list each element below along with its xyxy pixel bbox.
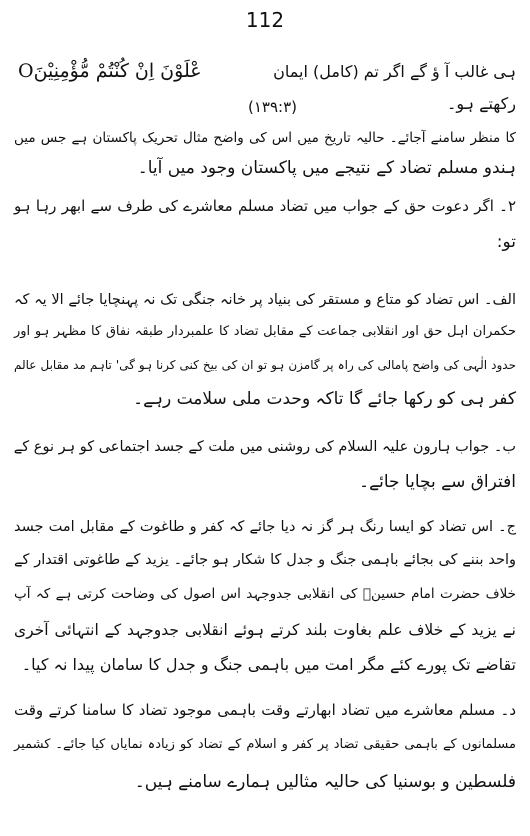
text-line: ہندو مسلم تضاد کے نتیجے میں پاکستان وجود میں آیا۔ [137, 158, 516, 178]
text-line: الف۔ اس تضاد کو متاع و مستقر کی بنیاد پر خانہ جنگی تک نہ پہنچایا جائے الا یہ کہ [14, 292, 516, 308]
text-line: واحد بننے کی بجائے باہمی جنگ و جدل کا شکار ہو جائے۔ یزید کے طاغوتی اقتدار کے [14, 552, 516, 568]
page-number: 112 [245, 8, 285, 32]
text-line: تو: [496, 232, 516, 252]
text-line: کا منظر سامنے آجائے۔ حالیہ تاریخ میں اس کی واضح مثال تحریک پاکستان ہے جس میں [14, 130, 516, 146]
text-line: مسلمانوں کے باہمی حقیقی تضاد پر کفر و اسلام کے تضاد کو زیادہ نمایاں کیا جائے۔ کشمیر [14, 737, 516, 752]
text-line: ج۔ اس تضاد کو ایسا رنگ ہر گز نہ دیا جائے کہ کفر و طاغوت کے مقابل امت جسد [14, 519, 516, 535]
text-line: حدود الٰہی کی واضح پامالی کی راہ پر گامزن ہو تو ان کی بیخ کنی کرنا ہو گی' تاہم مد مقابل عالم [14, 358, 516, 372]
verse-arabic-text: عْلَوْنَ اِنْ كُنْتُمْ مُّؤْمِنِيْنَ [33, 60, 202, 82]
text-line: ۲۔ اگر دعوت حق کے جواب میں تضاد مسلم معاشرے کی طرف سے ابھر رہا ہو [14, 197, 516, 215]
text-line: ب۔ جواب ہارون علیہ السلام کی روشنی میں ملت کے جسد اجتماعی کو ہر نوع کے [13, 439, 516, 455]
verse-translation-line1: ہی غالب آ ؤ گے اگر تم (کامل) ایمان [273, 62, 516, 81]
verse-reference: (۱۳۹:۳) [248, 98, 297, 116]
verse-arabic [18, 60, 202, 82]
verse-translation-line2: رکھتے ہو۔ [446, 94, 516, 113]
verse-ornament: O [18, 60, 34, 82]
text-line: د۔ مسلم معاشرے میں تضاد ابھارتے وقت باہمی موجود تضاد کا سامنا کرتے وقت [14, 701, 516, 719]
text-line: حکمران اہل حق اور انقلابی جماعت کے مقابل تضاد کا علمبردار طبقہ نفاق کا مظہر ہو اور [14, 324, 516, 339]
text-line: کفر ہی کو رکھا جائے گا تاکہ وحدت ملی سلامت رہے۔ [133, 389, 516, 409]
text-line: نے یزید کے خلاف علم بغاوت بلند کرتے ہوئے انقلابی جدوجہد کے انتہائی آخری [14, 621, 516, 639]
text-line: افتراق سے بچایا جائے۔ [359, 472, 516, 492]
text-line: خلاف حضرت امام حسینؓ کی انقلابی جدوجہد اس اصول کی وضاحت کرتی ہے کہ آپ [14, 586, 516, 602]
text-line: تقاضے تک پورے کئے مگر امت میں باہمی جنگ و جدل کا سامان پیدا نہ کیا۔ [21, 655, 516, 674]
text-line: فلسطین و بوسنیا کی حالیہ مثالیں ہمارے سامنے ہیں۔ [134, 772, 516, 792]
